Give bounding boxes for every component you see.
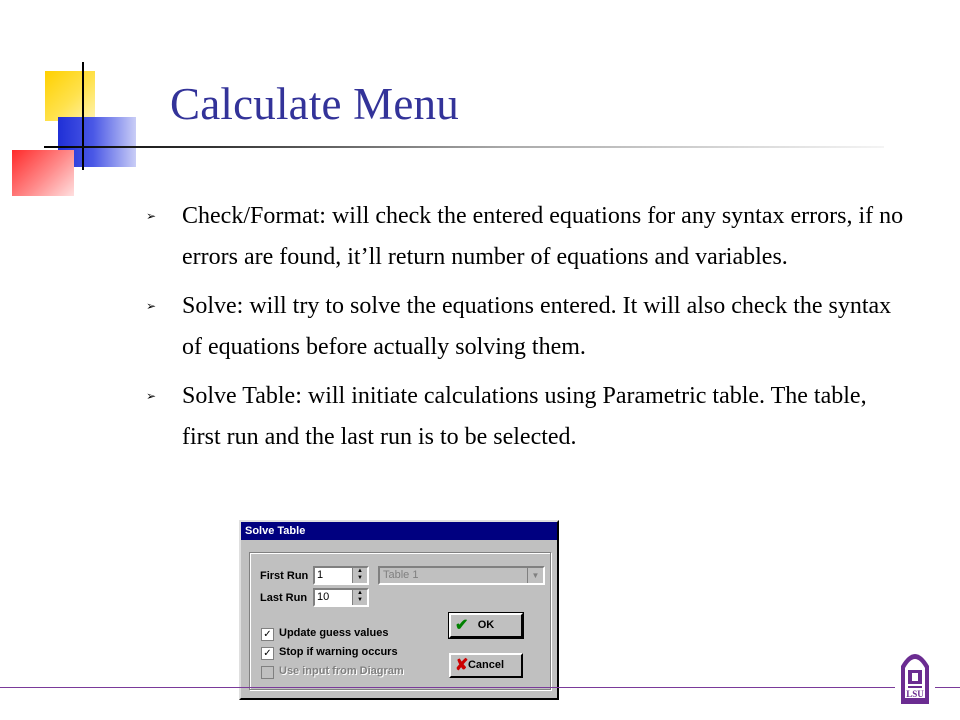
first-run-stepper[interactable]: [313, 566, 369, 585]
last-run-label: Last Run: [260, 592, 308, 604]
update-guess-label: Update guess values: [279, 627, 389, 639]
bullet-list: [146, 196, 906, 466]
spin-arrows-icon[interactable]: ▲ ▼: [352, 568, 367, 583]
chevron-down-icon[interactable]: ▼: [527, 568, 543, 583]
slide-title: Calculate Menu: [170, 79, 459, 129]
cancel-button[interactable]: [449, 653, 523, 678]
logo-text: LSU: [906, 689, 924, 699]
bullet-item: [146, 376, 906, 458]
first-run-value: 1: [317, 569, 324, 581]
dialog-titlebar: Solve Table: [241, 522, 557, 540]
stop-warning-label: Stop if warning occurs: [279, 646, 398, 658]
update-guess-checkbox[interactable]: ✓: [261, 628, 274, 641]
first-run-label: First Run: [260, 570, 309, 582]
decor-vertical-line: [82, 62, 84, 170]
cancel-x-icon: ✘: [455, 657, 469, 674]
solve-table-dialog: [239, 520, 559, 700]
footer-line-right: [935, 687, 960, 688]
footer-line: [0, 687, 895, 688]
decor-yellow-square: [45, 71, 95, 121]
chevron-right-icon: ➢: [146, 389, 157, 403]
cancel-button-label: Cancel: [467, 659, 505, 671]
use-diagram-checkbox: [261, 666, 274, 679]
chevron-right-icon: ➢: [146, 209, 157, 223]
bullet-text: Solve Table: will initiate calculations using Parametric table. The table, first run and the last run is to be selected.: [182, 383, 867, 450]
bullet-item: [146, 196, 906, 278]
title-underline: [44, 146, 884, 148]
bullet-text: Check/Format: will check the entered equations for any syntax errors, if no errors are found, it’ll return number of equations and variables.: [182, 203, 904, 270]
lsu-logo-icon: [895, 640, 935, 704]
last-run-value: 10: [317, 591, 330, 603]
table-select[interactable]: [378, 566, 545, 585]
bullet-item: [146, 286, 906, 368]
ok-button-label: OK: [477, 619, 495, 631]
stop-warning-checkbox[interactable]: ✓: [261, 647, 274, 660]
ok-button[interactable]: [449, 613, 523, 638]
table-select-value: Table 1: [383, 569, 419, 581]
bullet-text: Solve: will try to solve the equations entered. It will also check the syntax of equations before actually solving them.: [182, 293, 892, 360]
use-diagram-label: Use input from Diagram: [279, 665, 404, 677]
check-icon: ✔: [455, 617, 469, 634]
chevron-right-icon: ➢: [146, 299, 157, 313]
spin-arrows-icon[interactable]: ▲ ▼: [352, 590, 367, 605]
last-run-stepper[interactable]: [313, 588, 369, 607]
decor-red-square: [12, 150, 74, 196]
